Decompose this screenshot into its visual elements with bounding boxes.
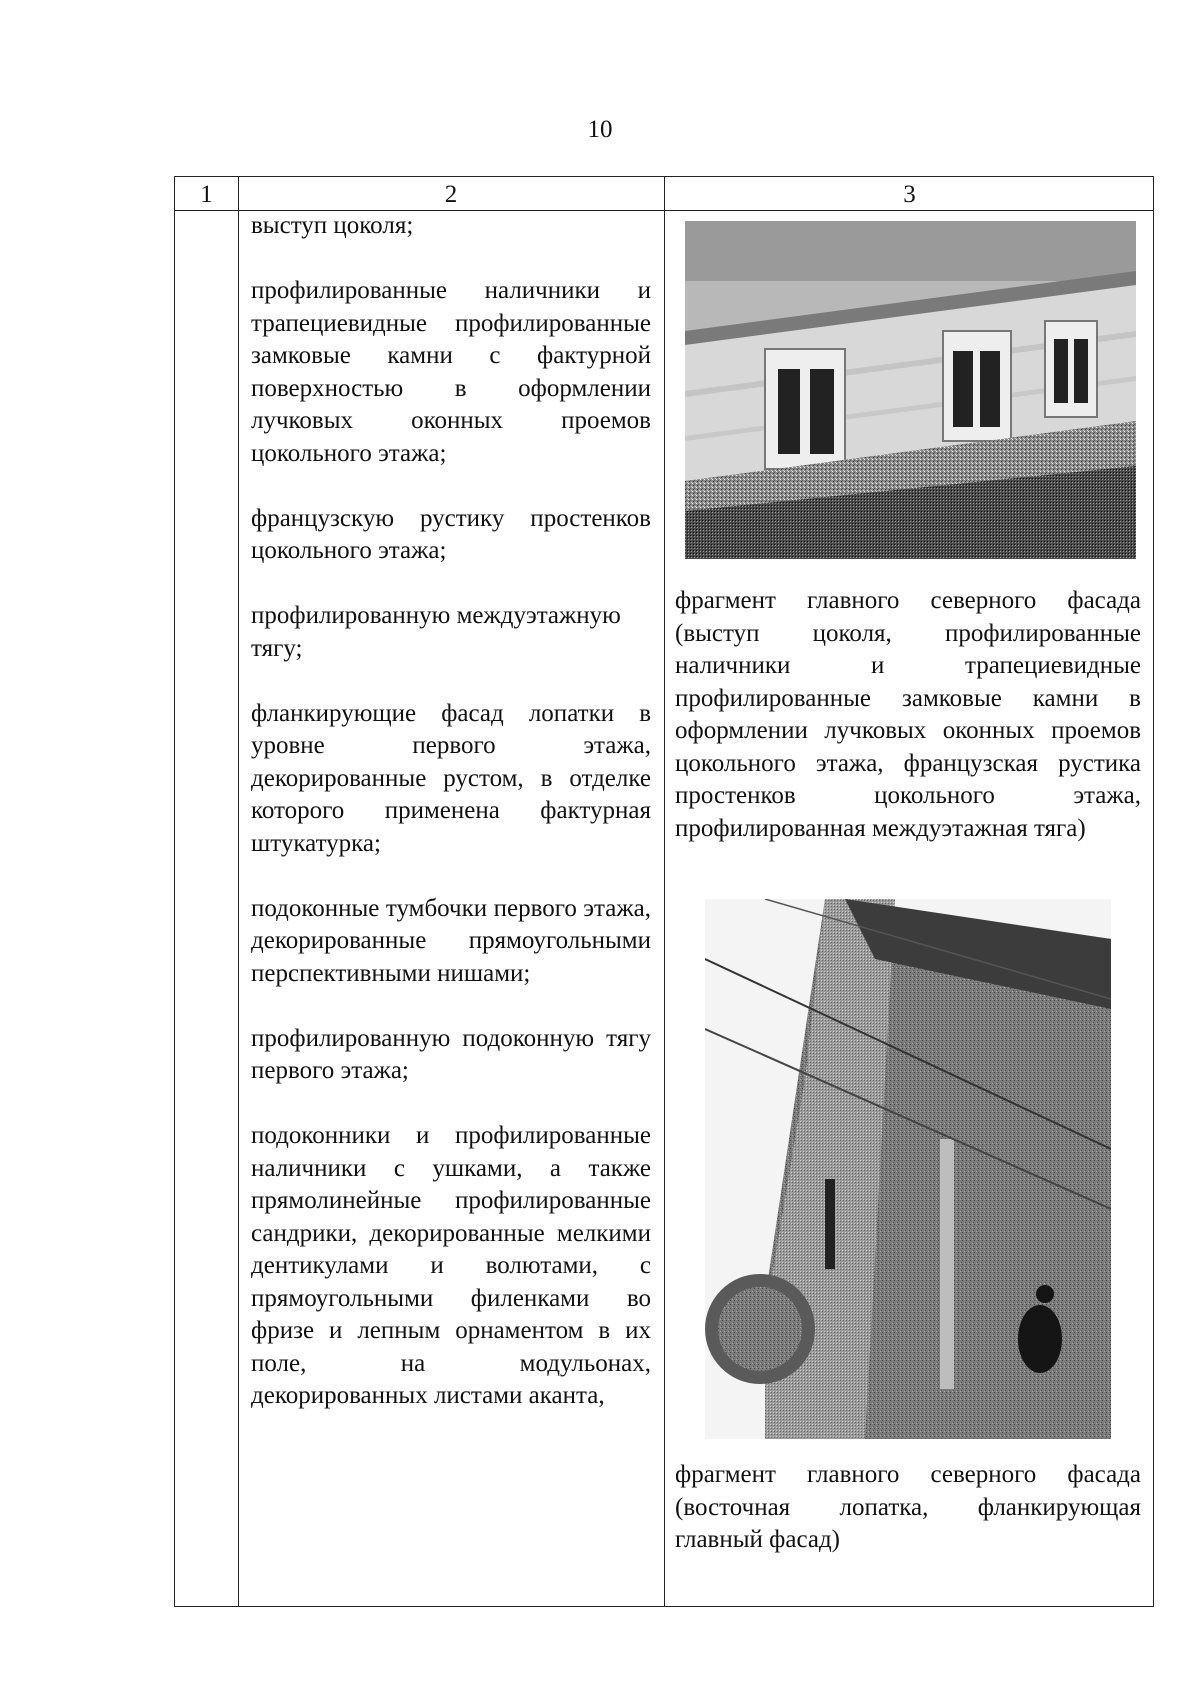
column-header-2: 2 — [444, 181, 458, 208]
column-divider — [238, 177, 239, 1606]
page-number: 10 — [587, 116, 613, 143]
list-item: профилированную междуэтажную тягу; — [251, 602, 621, 662]
list-item: профилированную подоконную тягу первого этажа; — [251, 1024, 651, 1084]
document-table — [174, 176, 1154, 1607]
column-divider — [664, 177, 665, 1606]
facade-photo-image — [685, 221, 1136, 559]
list-item: подоконные тумбочки первого этажа, декорированные прямоугольными перспективными нишами; — [251, 894, 651, 987]
list-item: французскую рустику простенков цокольного этажа; — [251, 504, 651, 564]
column-header-1: 1 — [200, 181, 213, 208]
list-item: фланкирующие фасад лопатки в уровне первого этажа, декорированные рустом, в отделке которого применена фактурная штукатурка; — [251, 699, 651, 857]
facade-fragment-photo — [685, 221, 1136, 559]
photo-caption: фрагмент главного северного фасада (восточная лопатка, фланкирующая главный фасад) — [675, 1461, 1141, 1553]
list-item: подоконники и профилированные наличники с ушками, а также прямолинейные профилированные сандрики, декорированные мелкими дентикулами и волютами, с прямоугольными филенками во фризе и лепным орнаментом в их поле, на модульонах, декорированных листами аканта, — [251, 1122, 651, 1409]
pilaster-photo-image — [705, 899, 1111, 1439]
pilaster-fragment-photo — [705, 899, 1111, 1439]
photo-caption: фрагмент главного северного фасада (выступ цоколя, профилированные наличники и трапециевидные профилированные замковые камни в оформлении лучковых оконных проемов цокольного этажа, французская рустика простенков цокольного этажа, профилированная междуэтажная тяга) — [675, 587, 1141, 842]
elements-list-cell — [251, 210, 651, 1413]
column-header-3: 3 — [903, 181, 916, 208]
list-item: профилированные наличники и трапециевидные профилированные замковые камни с фактурной поверхностью в оформлении лучковых оконных проемов цокольного этажа; — [251, 277, 651, 467]
list-item: выступ цоколя; — [251, 212, 414, 239]
